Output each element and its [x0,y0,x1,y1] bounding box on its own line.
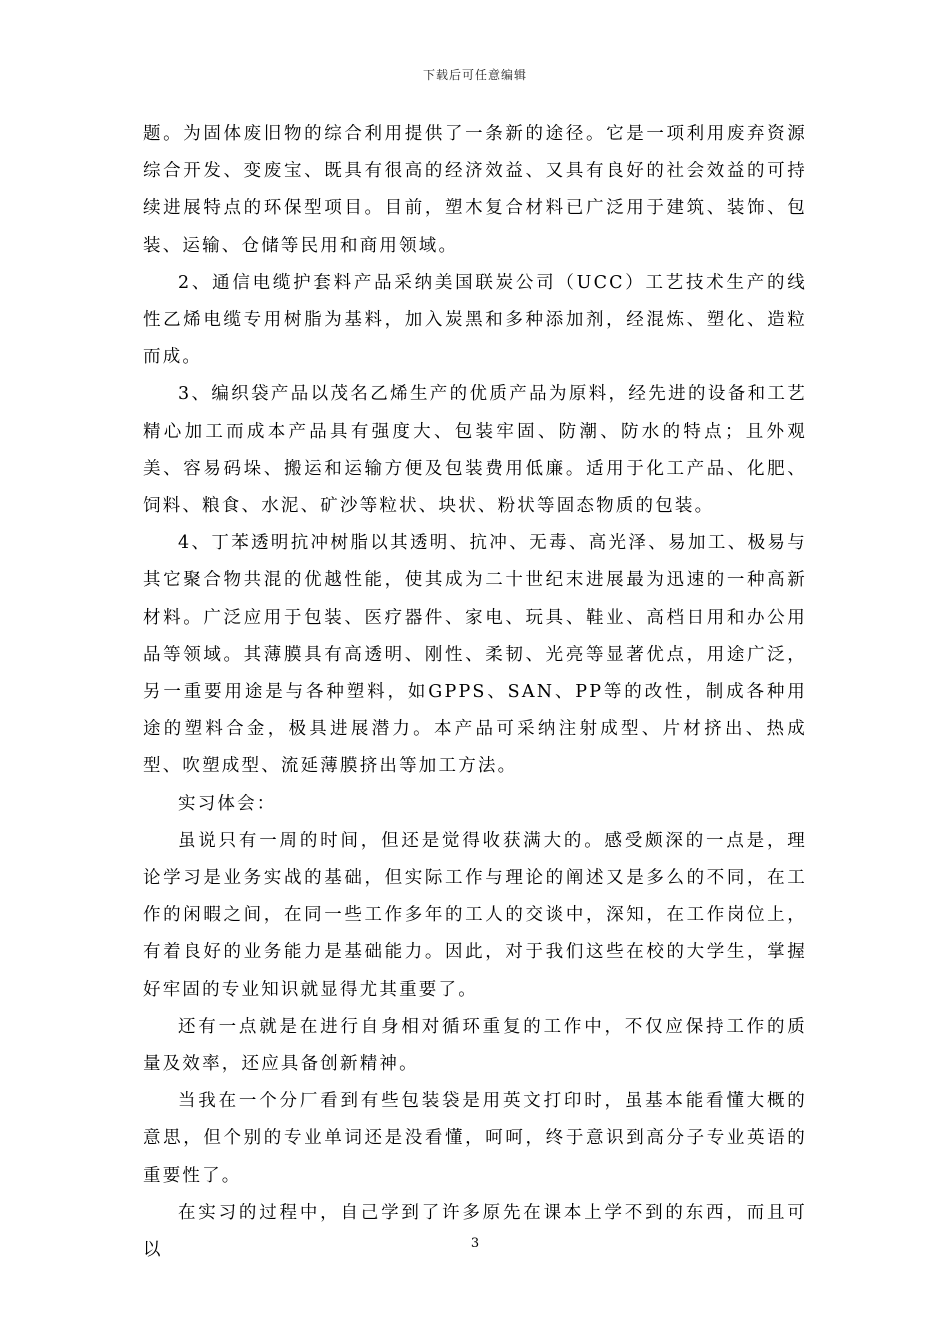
page-number: 3 [470,1236,480,1251]
paragraph-reflection-4: 在实习的过程中，自己学到了许多原先在课本上学不到的东西，而且可以 [143,1202,807,1261]
paragraph-item-4: 4、丁苯透明抗冲树脂以其透明、抗冲、无毒、高光泽、易加工、极易与其它聚合物共混的优越性能，使其成为二十世纪末进展最为迅速的一种高新材料。广泛应用于包装、医疗器件、家电、玩具、鞋业、高档日用和办公用品等领域。其薄膜具有高透明、刚性、柔韧、光亮等显著优点，用途广泛，另一重要用途是与各种塑料，如GPPS、SAN、PP等的改性，制成各种用途的塑料合金，极具进展潜力。本产品可采纳注射成型、片材挤出、热成型、吹塑成型、流延薄膜挤出等加工方法。 [143,533,807,777]
paragraph-item-2: 2、通信电缆护套料产品采纳美国联炭公司（UCC）工艺技术生产的线性乙烯电缆专用树脂为基料，加入炭黑和多种添加剂，经混炼、塑化、造粒而成。 [143,272,807,368]
paragraph-item-3: 3、编织袋产品以茂名乙烯生产的优质产品为原料，经先进的设备和工艺精心加工而成本产品具有强度大、包装牢固、防潮、防水的特点；且外观美、容易码垛、搬运和运输方便及包装费用低廉。适用于化工产品、化肥、饲料、粮食、水泥、矿沙等粒状、块状、粉状等固态物质的包装。 [143,384,807,517]
document-body [143,116,807,1269]
paragraph-reflection-1: 虽说只有一周的时间，但还是觉得收获满大的。感受颇深的一点是，理论学习是业务实战的基础，但实际工作与理论的阐述又是多么的不同，在工作的闲暇之间，在同一些工作多年的工人的交谈中，深知，在工作岗位上，有着良好的业务能力是基础能力。因此，对于我们这些在校的大学生，掌握好牢固的专业知识就显得尤其重要了。 [143,830,807,1000]
section-heading-internship-reflection: 实习体会： [178,793,277,814]
page-header: 下载后可任意编辑 [422,68,527,82]
paragraph-reflection-2: 还有一点就是在进行自身相对循环重复的工作中，不仅应保持工作的质量及效率，还应具备创新精神。 [143,1016,807,1075]
paragraph-continuation: 题。为固体废旧物的综合利用提供了一条新的途径。它是一项利用废弃资源综合开发、变废宝、既具有很高的经济效益、又具有良好的社会效益的可持续进展特点的环保型项目。目前，塑木复合材料已广泛用于建筑、装饰、包装、运输、仓储等民用和商用领域。 [143,124,807,256]
paragraph-reflection-3: 当我在一个分厂看到有些包装袋是用英文打印时，虽基本能看懂大概的意思，但个别的专业单词还是没看懂，呵呵，终于意识到高分子专业英语的重要性了。 [143,1091,807,1186]
